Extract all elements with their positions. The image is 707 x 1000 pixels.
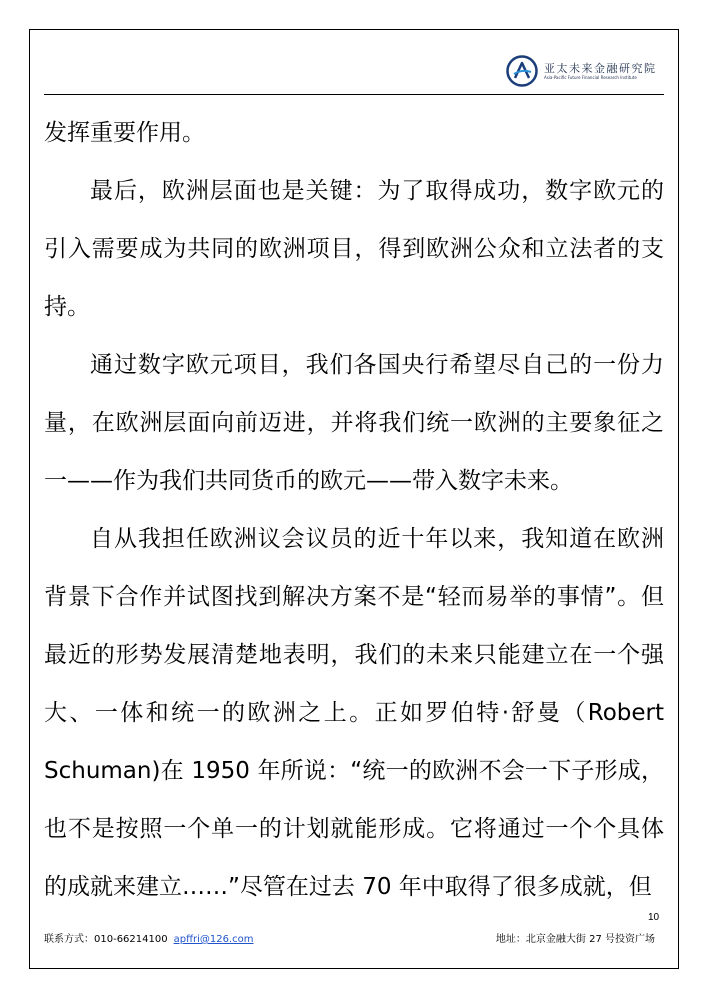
contact-phone: 联系方式：010-66214100 <box>44 934 168 945</box>
logo-chinese-name: 亚太未来金融研究院 <box>544 61 657 75</box>
paragraph-continuation: 发挥重要作用。 <box>44 120 205 146</box>
logo-circle-icon <box>506 55 538 87</box>
page-number: 10 <box>648 912 660 923</box>
logo-english-name: Asia-Pacific Future Financial Research Institute <box>544 74 637 80</box>
footer-contact <box>44 930 253 945</box>
header-divider <box>44 94 664 95</box>
paragraph: 通过数字欧元项目，我们各国央行希望尽自己的一份力量，在欧洲层面向前迈进，并将我们统一欧洲的主要象征之一——作为我们共同货币的欧元——带入数字未来。 <box>44 352 664 494</box>
email-link[interactable]: apffri@126.com <box>173 934 254 945</box>
body-text <box>44 104 664 916</box>
institute-logo <box>506 54 666 88</box>
paragraph: 自从我担任欧洲议会议员的近十年以来，我知道在欧洲背景下合作并试图找到解决方案不是“轻而易举的事情”。但最近的形势发展清楚地表明，我们的未来只能建立在一个强大、一体和统一的欧洲之上。正如罗伯特·舒曼（Robert Schuman)在 1950 年所说：“统一的欧洲不会一下子形成，也不是按照一个单一的计划就能形成。它将通过一个个具体的成就来建立……”尽管在过去 70 年中取得了很多成就，但 <box>44 526 664 900</box>
paragraph: 最后，欧洲层面也是关键：为了取得成功，数字欧元的引入需要成为共同的欧洲项目，得到欧洲公众和立法者的支持。 <box>44 178 664 320</box>
footer-address: 地址：北京金融大街 27 号投资广场 <box>495 934 655 945</box>
